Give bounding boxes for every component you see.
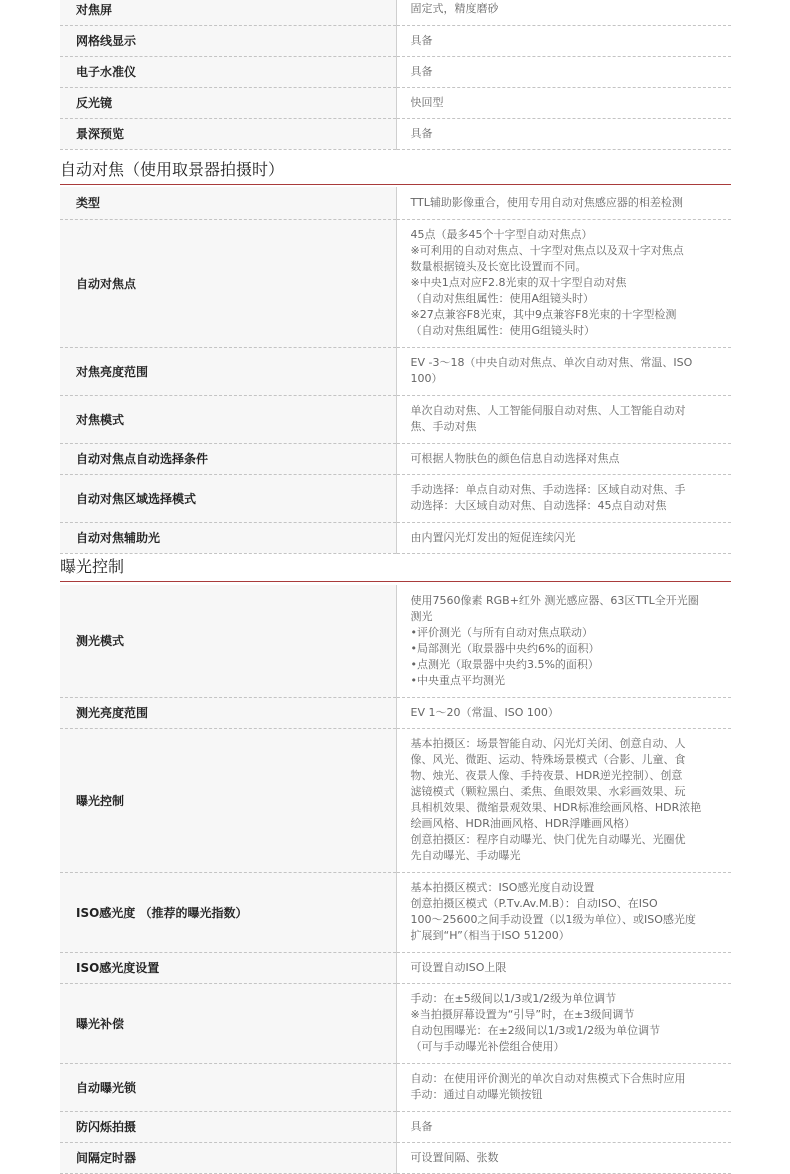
spec-value-line: （自动对焦组属性：使用G组镜头时） xyxy=(410,324,596,337)
spec-value xyxy=(396,56,731,87)
spec-value xyxy=(396,474,731,522)
spec-label: 网格线显示 xyxy=(60,25,396,56)
autofocus-spec-table xyxy=(60,187,731,554)
spec-value-line: 数量根据镜头及长宽比设置而不同。 xyxy=(410,260,587,273)
spec-row xyxy=(60,87,731,118)
spec-row xyxy=(60,585,731,697)
spec-row xyxy=(60,395,731,443)
spec-value-line: •中央重点平均测光 xyxy=(410,673,505,687)
spec-label: 自动对焦辅助光 xyxy=(60,522,396,553)
exposure-spec-table xyxy=(60,585,731,1174)
spec-value-line: 手动：通过自动曝光锁按钮 xyxy=(410,1088,543,1101)
spec-value xyxy=(396,697,731,728)
spec-label: 景深预览 xyxy=(60,118,396,149)
spec-row xyxy=(60,474,731,522)
spec-value-line: 物、烛光、夜景人像、手持夜景、HDR逆光控制）、创意 xyxy=(410,769,683,782)
spec-value-line: 可根据人物肤色的颜色信息自动选择对焦点 xyxy=(410,451,620,465)
spec-value xyxy=(396,395,731,443)
spec-row xyxy=(60,522,731,553)
spec-value-line: 测光 xyxy=(410,609,433,623)
spec-row xyxy=(60,56,731,87)
spec-value-line: ※可利用的自动对焦点、十字型对焦点以及双十字对焦点 xyxy=(410,244,684,257)
spec-label: 自动对焦点自动选择条件 xyxy=(60,443,396,474)
spec-value-line: 45点（最多45个十字型自动对焦点） xyxy=(410,228,593,241)
spec-row xyxy=(60,25,731,56)
spec-value-line: 像、风光、微距、运动、特殊场景模式（合影、儿童、食 xyxy=(410,753,686,766)
spec-label: ISO感光度 （推荐的曝光指数） xyxy=(60,872,396,952)
spec-value-line: 具备 xyxy=(410,1119,433,1133)
spec-value-line: 创意拍摄区：程序自动曝光、快门优先自动曝光、光圈优 xyxy=(410,833,686,846)
spec-value-line: EV 1～20（常温、ISO 100） xyxy=(410,705,559,719)
spec-value-line: 手动选择：单点自动对焦、手动选择：区域自动对焦、手 xyxy=(410,483,686,496)
spec-label: 电子水准仪 xyxy=(60,56,396,87)
spec-value-line: 可设置自动ISO上限 xyxy=(410,960,507,974)
spec-value xyxy=(396,728,731,872)
spec-value-line: •点测光（取景器中央约3.5%的面积） xyxy=(410,657,599,671)
spec-label: 自动曝光锁 xyxy=(60,1063,396,1111)
spec-row xyxy=(60,1063,731,1111)
spec-value xyxy=(396,219,731,347)
spec-value xyxy=(396,25,731,56)
spec-row xyxy=(60,0,731,25)
spec-label: 防闪烁拍摄 xyxy=(60,1111,396,1142)
viewfinder-spec-table xyxy=(60,0,731,150)
spec-row xyxy=(60,187,731,219)
spec-row xyxy=(60,983,731,1063)
spec-row xyxy=(60,347,731,395)
spec-value-line: 扩展到“H”（相当于ISO 51200） xyxy=(410,929,570,942)
spec-value-line: 可设置间隔、张数 xyxy=(410,1150,499,1164)
spec-value-line: •局部测光（取景器中央约6%的面积） xyxy=(410,641,600,655)
spec-value-line: TTL辅助影像重合，使用专用自动对焦感应器的相差检测 xyxy=(410,195,683,209)
spec-label: 自动对焦点 xyxy=(60,219,396,347)
spec-value-line: 100～25600之间手动设置（以1级为单位）、或ISO感光度 xyxy=(410,913,696,926)
spec-value-line: （自动对焦组属性：使用A组镜头时） xyxy=(410,292,595,305)
spec-value-line: 基本拍摄区模式：ISO感光度自动设置 xyxy=(410,881,595,894)
spec-value xyxy=(396,1111,731,1142)
spec-value-line: 焦、手动对焦 xyxy=(410,420,477,433)
spec-value-line: 快回型 xyxy=(410,95,444,109)
spec-value-line: 使用7560像素 RGB+红外 测光感应器、63区TTL全开光圈 xyxy=(410,593,699,607)
spec-value-line: ※中央1点对应F2.8光束的双十字型自动对焦 xyxy=(410,276,627,289)
spec-value-line: 绘画风格、HDR油画风格、HDR浮雕画风格） xyxy=(410,817,636,830)
spec-value-line: 创意拍摄区模式（P.Tv.Av.M.B）：自动ISO、在ISO xyxy=(410,897,658,910)
spec-value xyxy=(396,118,731,149)
spec-value-line: 先自动曝光、手动曝光 xyxy=(410,849,521,862)
spec-value-line: ※27点兼容F8光束，其中9点兼容F8光束的十字型检测 xyxy=(410,308,677,321)
spec-label: 曝光补偿 xyxy=(60,983,396,1063)
spec-value xyxy=(396,952,731,983)
spec-label: 自动对焦区域选择模式 xyxy=(60,474,396,522)
spec-row xyxy=(60,219,731,347)
spec-value-line: 具备 xyxy=(410,33,433,47)
spec-value xyxy=(396,0,731,25)
spec-value-line: 具相机效果、微缩景观效果、HDR标准绘画风格、HDR浓艳 xyxy=(410,801,702,814)
spec-value-line: 具备 xyxy=(410,126,433,140)
spec-row xyxy=(60,697,731,728)
spec-value xyxy=(396,872,731,952)
spec-label: 曝光控制 xyxy=(60,728,396,872)
spec-value-line: 固定式，精度磨砂 xyxy=(410,2,499,16)
section-title-autofocus: 自动对焦（使用取景器拍摄时） xyxy=(60,159,731,185)
spec-value-line: （可与手动曝光补偿组合使用） xyxy=(410,1040,565,1053)
spec-row xyxy=(60,443,731,474)
spec-value xyxy=(396,443,731,474)
spec-label: 反光镜 xyxy=(60,87,396,118)
spec-value xyxy=(396,187,731,219)
spec-value-line: 手动：在±5级间以1/3或1/2级为单位调节 xyxy=(410,992,617,1005)
spec-value-line: 滤镜模式（颗粒黑白、柔焦、鱼眼效果、水彩画效果、玩 xyxy=(410,785,686,798)
spec-label: 间隔定时器 xyxy=(60,1142,396,1173)
spec-value xyxy=(396,347,731,395)
spec-label: 类型 xyxy=(60,187,396,219)
spec-value xyxy=(396,1063,731,1111)
spec-value xyxy=(396,1142,731,1173)
spec-value-line: 单次自动对焦、人工智能伺服自动对焦、人工智能自动对 xyxy=(410,404,686,417)
spec-label: 测光亮度范围 xyxy=(60,697,396,728)
spec-label: ISO感光度设置 xyxy=(60,952,396,983)
spec-row xyxy=(60,952,731,983)
spec-row xyxy=(60,118,731,149)
spec-row xyxy=(60,1111,731,1142)
spec-value-line: EV -3～18（中央自动对焦点、单次自动对焦、常温、ISO xyxy=(410,356,693,369)
spec-value-line: •评价测光（与所有自动对焦点联动） xyxy=(410,625,593,639)
spec-value xyxy=(396,585,731,697)
spec-value-line: 动选择：大区域自动对焦、自动选择：45点自动对焦 xyxy=(410,499,667,512)
spec-value-line: 100） xyxy=(410,372,443,385)
spec-row xyxy=(60,728,731,872)
spec-value-line: 由内置闪光灯发出的短促连续闪光 xyxy=(410,530,576,544)
spec-value-line: 具备 xyxy=(410,64,433,78)
spec-row xyxy=(60,1142,731,1173)
spec-label: 对焦屏 xyxy=(60,0,396,25)
spec-value-line: 自动：在使用评价测光的单次自动对焦模式下合焦时应用 xyxy=(410,1072,686,1085)
spec-value-line: ※当拍摄屏幕设置为“引导”时，在±3级间调节 xyxy=(410,1008,635,1021)
spec-value xyxy=(396,87,731,118)
spec-label: 对焦亮度范围 xyxy=(60,347,396,395)
section-title-exposure: 曝光控制 xyxy=(60,556,731,582)
spec-row xyxy=(60,872,731,952)
spec-value xyxy=(396,983,731,1063)
spec-value xyxy=(396,522,731,553)
spec-value-line: 自动包围曝光：在±2级间以1/3或1/2级为单位调节 xyxy=(410,1024,661,1037)
spec-label: 对焦模式 xyxy=(60,395,396,443)
spec-value-line: 基本拍摄区：场景智能自动、闪光灯关闭、创意自动、人 xyxy=(410,737,686,750)
spec-label: 测光模式 xyxy=(60,585,396,697)
